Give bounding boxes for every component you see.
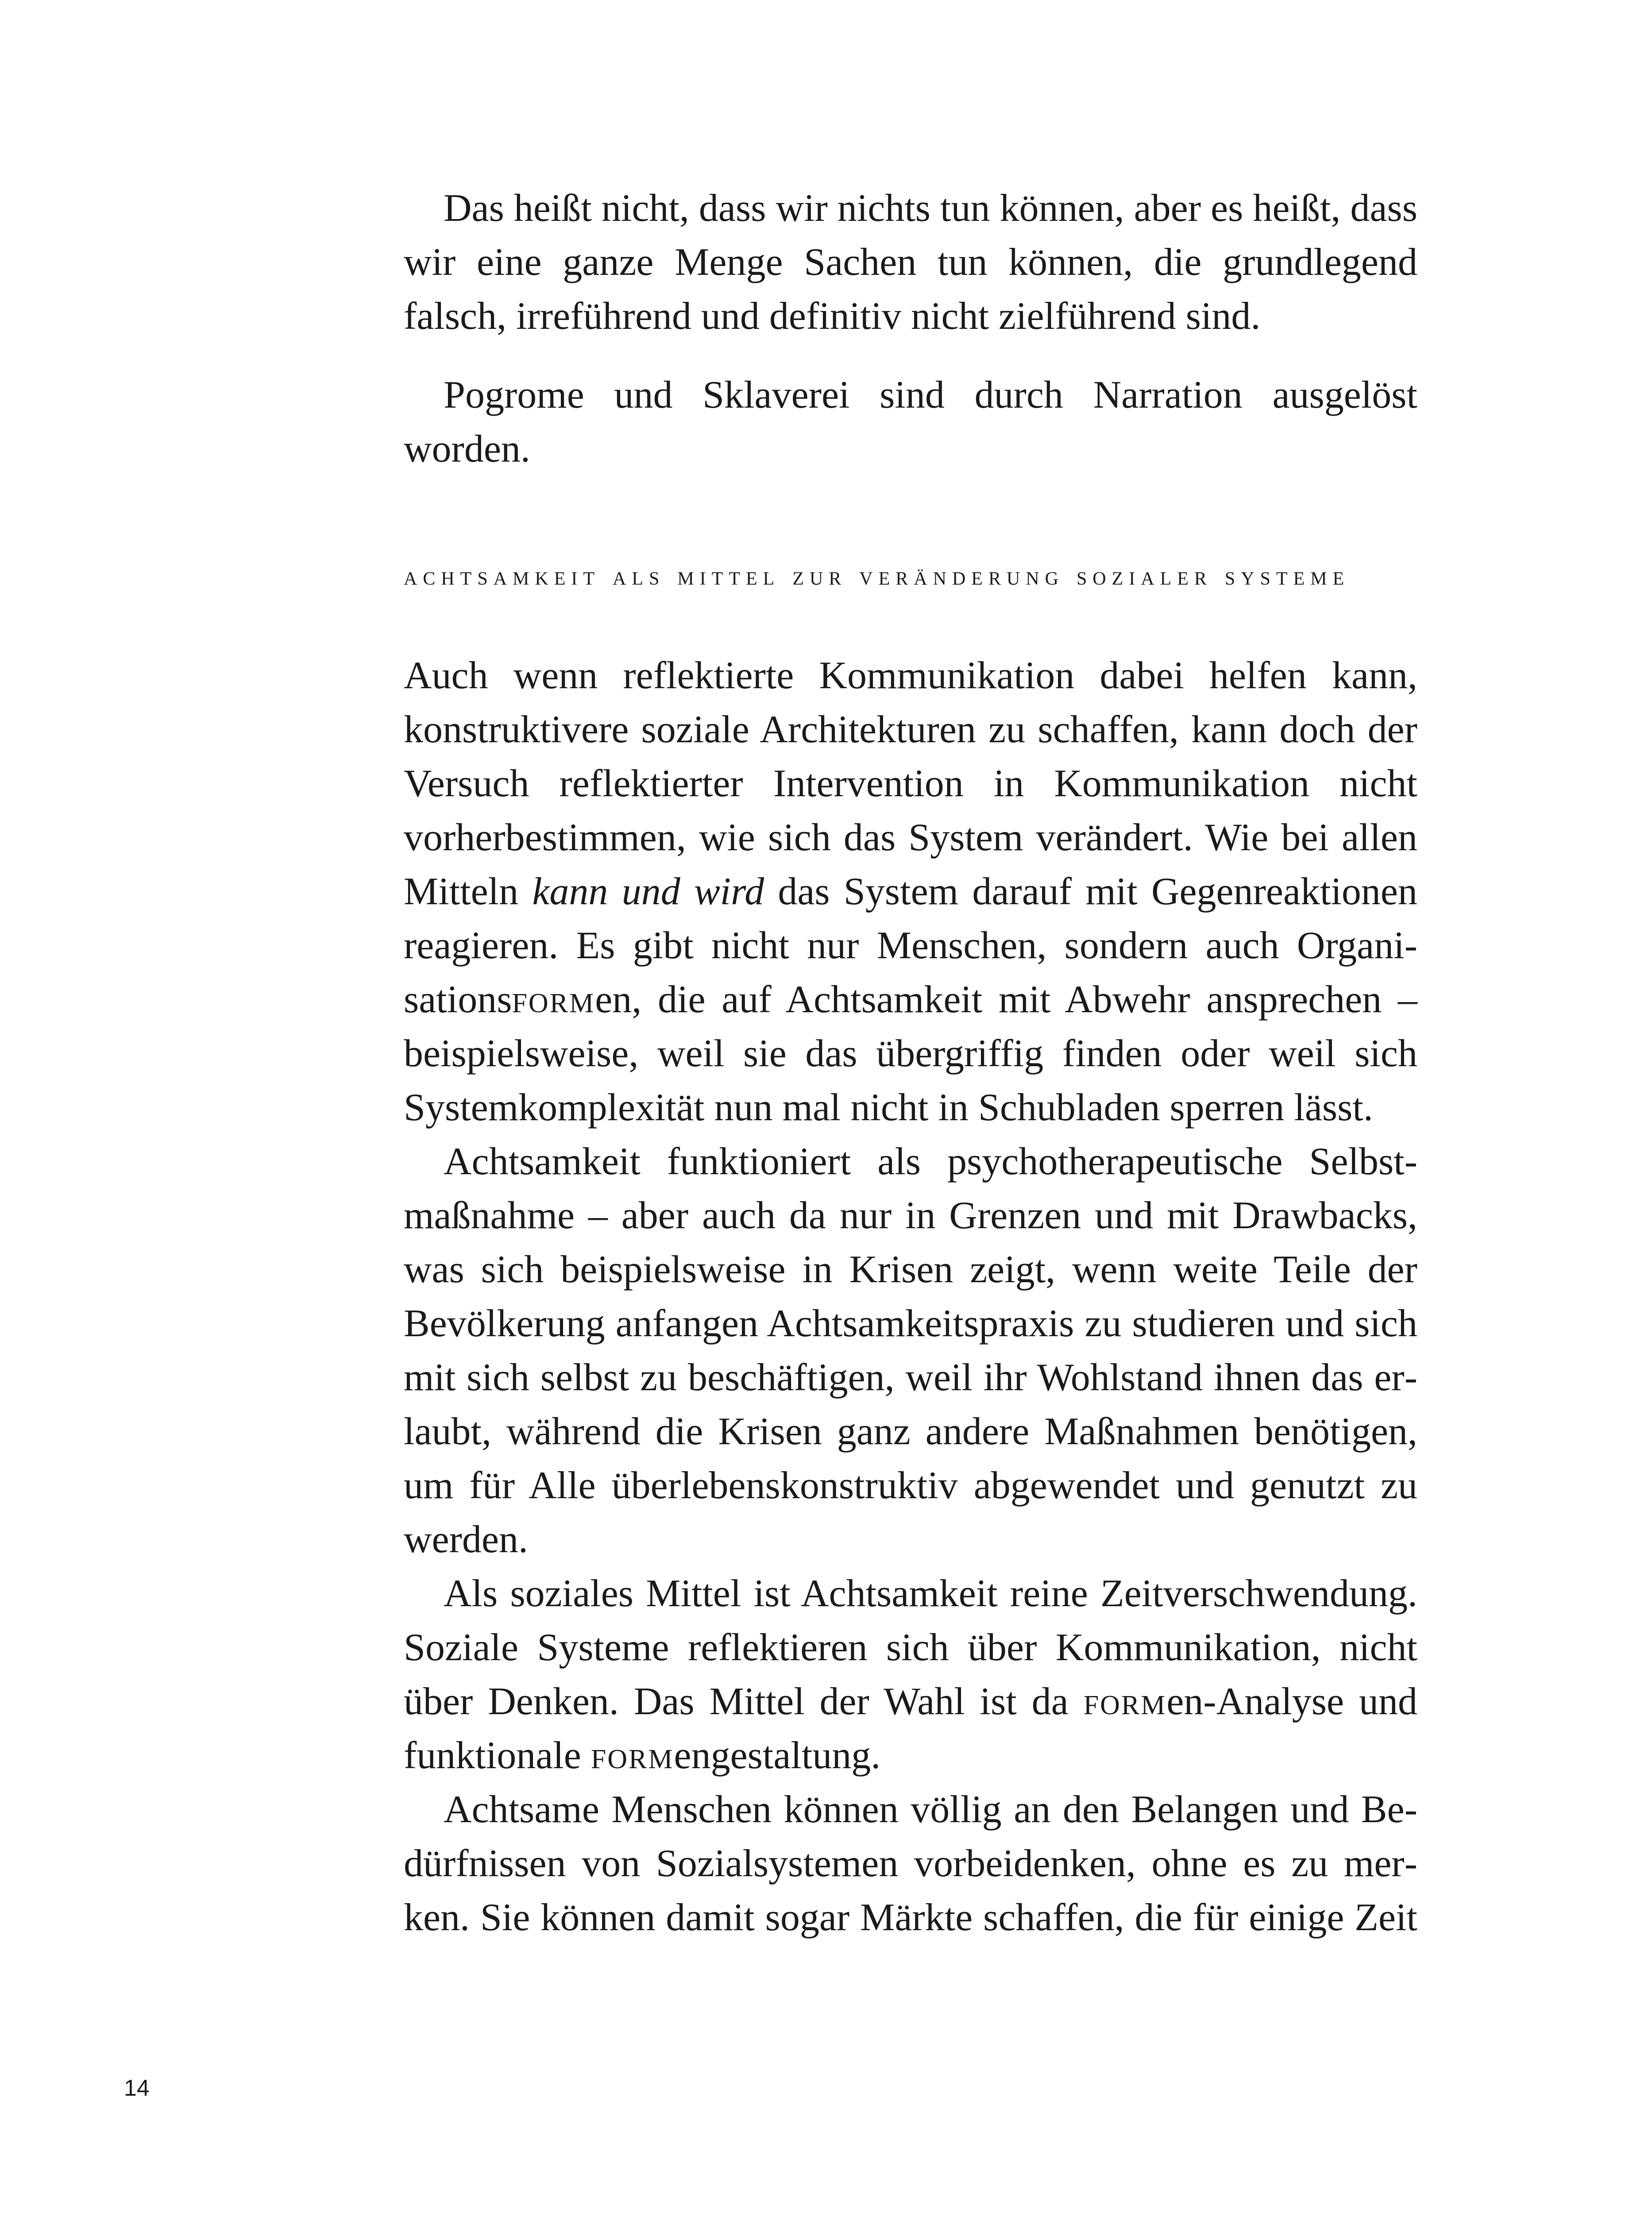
- paragraph-text: Auch wenn reflektierte Kommunikation dabei helfen kann, konstruktivere soziale Architekturen zu schaffen, kann doch der Versuch reflektierter Intervention in Kommunikation nicht vorherbestimmen, wie sich das System verändert. Wie bei allen Mitteln: [404, 654, 1417, 913]
- page-number: 14: [124, 2075, 150, 2101]
- small-caps-term: form: [591, 1734, 674, 1777]
- paragraph-text: engestaltung.: [674, 1734, 881, 1777]
- paragraph-text: das System darauf mit Gegenreaktionen reagieren. Es gibt nicht nur Menschen, sondern auch Organisations: [404, 870, 1417, 1021]
- paragraph-text: en-Analyse und funktionale: [404, 1680, 1417, 1777]
- paragraph: Achtsamkeit funktioniert als psychotherapeutische Selbstmaßnahme – aber auch da nur in Grenzen und mit Drawbacks, was sich beispielsweise in Krisen zeigt, wenn weite Teile der Bevölkerung anfangen Achtsamkeitspraxis zu studieren und sich mit sich selbst zu beschäftigen, weil ihr Wohlstand ihnen das erlaubt, während die Krisen ganz andere Maßnahmen benötigen, um für Alle überlebenskonstruktiv abgewendet und genutzt zu werden.: [404, 1140, 1417, 1561]
- paragraph-text: en, die auf Achtsamkeit mit Abwehr ansprechen – beispielsweise, weil sie das übergriffig finden oder weil sich Systemkomplexität nun mal nicht in Schubladen sperren lässt.: [404, 978, 1417, 1129]
- section-heading: achtsamkeit als mittel zur veränderung sozialer systeme: [404, 561, 1350, 590]
- paragraph: Achtsame Menschen können völlig an den Belangen und Bedürfnissen von Sozialsystemen vorbeidenken, ohne es zu merken. Sie können damit sogar Märkte schaffen, die für einige Zeit: [404, 1788, 1417, 1939]
- paragraph: [404, 649, 1417, 1135]
- paragraph: Das heißt nicht, dass wir nichts tun können, aber es heißt, dass wir eine ganze Menge Sachen tun können, die grundlegend falsch, irreführend und definitiv nicht zielführend sind.: [404, 187, 1417, 338]
- small-caps-term: form: [512, 978, 595, 1021]
- small-caps-term: form: [1083, 1680, 1167, 1723]
- paragraph: [404, 1567, 1417, 1783]
- body-text-column: [404, 181, 1417, 1945]
- emphasized-text: kann und wird: [532, 870, 764, 913]
- paragraph-text: Als soziales Mittel ist Achtsamkeit reine Zeitverschwendung. Soziale Systeme reflektieren sich über Kommunikation, nicht über Denken. Das Mittel der Wahl ist da: [404, 1572, 1417, 1723]
- paragraph: Pogrome und Sklaverei sind durch Narration ausgelöst worden.: [404, 374, 1417, 470]
